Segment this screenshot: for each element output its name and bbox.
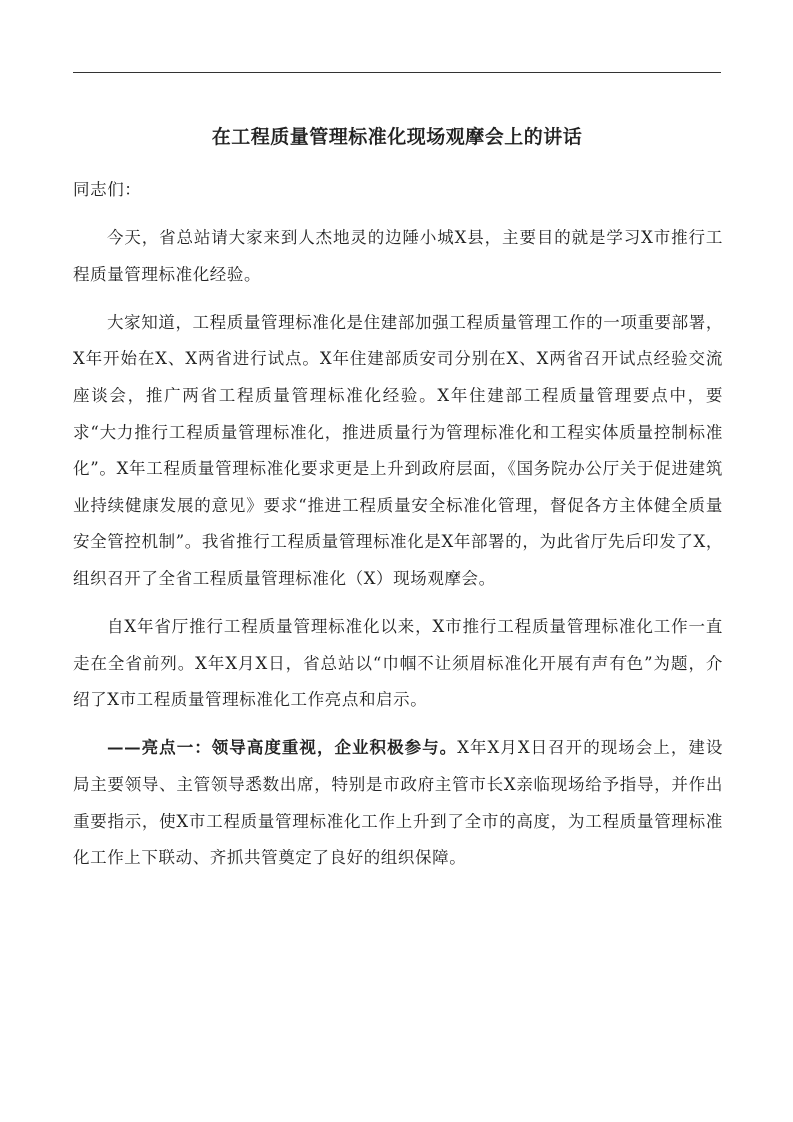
paragraph-1: 今天，省总站请大家来到人杰地灵的边陲小城X县，主要目的就是学习X市推行工程质量管理标准化经验。 xyxy=(73,228,723,284)
paragraph-2: 大家知道，工程质量管理标准化是住建部加强工程质量管理工作的一项重要部署，X年开始在X、X两省进行试点。X年住建部质安司分别在X、X两省召开试点经验交流座谈会，推广两省工程质量管理标准化经验。X年住建部工程质量管理要点中，要求“大力推行工程质量管理标准化，推进质量行为管理标准化和工程实体质量控制标准化”。X年工程质量管理标准化要求更是上升到政府层面，《国务院办公厅关于促进建筑业持续健康发展的意见》要求“推进工程质量安全标准化管理，督促各方主体健全质量安全管控机制”。我省推行工程质量管理标准化是X年部署的，为此省厅先后印发了X，组织召开了全省工程质量管理标准化（X）现场观摩会。 xyxy=(73,312,723,588)
document-title: 在工程质量管理标准化现场观摩会上的讲话 xyxy=(211,126,583,148)
header-rule xyxy=(73,72,721,73)
highlight-paragraph xyxy=(73,730,723,876)
highlight-text: X年X月X日召开的现场会上，建设局主要领导、主管领导悉数出席，特别是市政府主管市长X亲临现场给予指导，并作出重要指示，使X市工程质量管理标准化工作上升到了全市的高度，为工程质量管理标准化工作上下联动、齐抓共管奠定了良好的组织保障。 xyxy=(73,738,724,868)
highlight-lead: ——亮点一：领导高度重视，企业积极参与。 xyxy=(107,738,458,758)
paragraph-3: 自X年省厅推行工程质量管理标准化以来，X市推行工程质量管理标准化工作一直走在全省前列。X年X月X日，省总站以“巾帼不让须眉标准化开展有声有色”为题，介绍了X市工程质量管理标准化工作亮点和启示。 xyxy=(73,617,723,710)
salutation: 同志们： xyxy=(73,180,142,199)
document-body xyxy=(73,172,723,888)
